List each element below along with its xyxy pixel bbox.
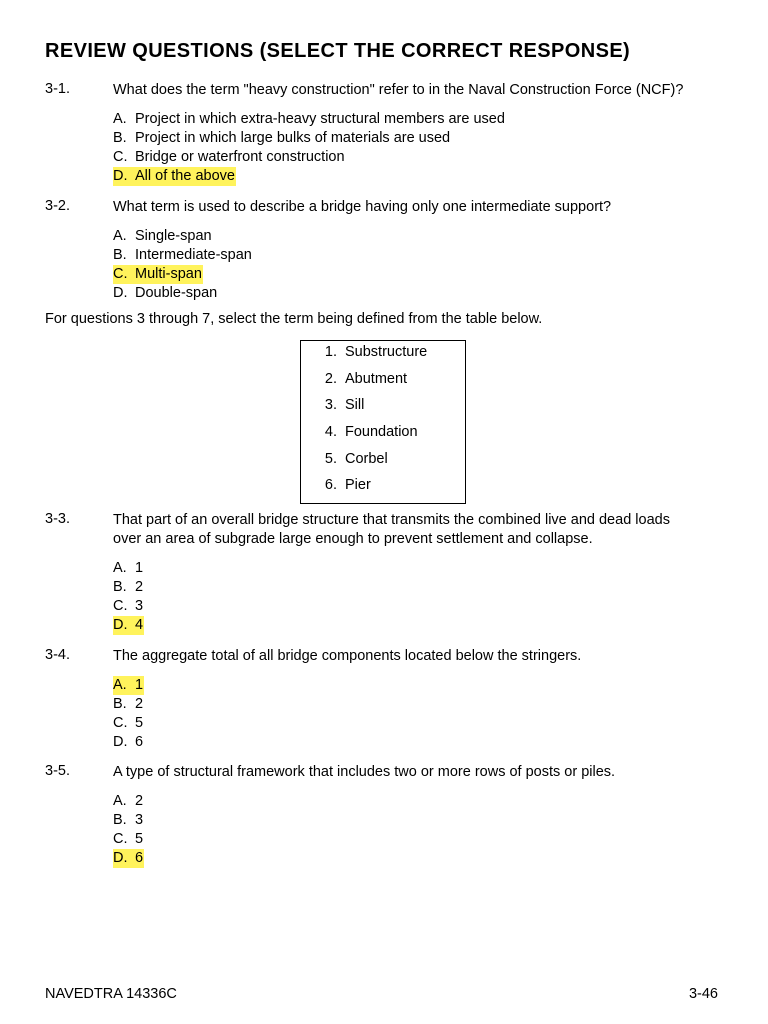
question-number: 3-5. (45, 763, 70, 779)
term-row: 2. Abutment (324, 370, 408, 387)
answer-option-b[interactable]: B. 2 (113, 696, 144, 712)
question-3-3 (45, 511, 725, 635)
term-row: 5. Corbel (324, 450, 388, 467)
page-title: REVIEW QUESTIONS (SELECT THE CORRECT RESPONSE) (45, 40, 631, 62)
answer-options (113, 559, 725, 635)
question-text: What term is used to describe a bridge having only one intermediate support? (113, 199, 612, 215)
question-text: A type of structural framework that includes two or more rows of posts or piles. (113, 764, 616, 780)
answer-option-a[interactable]: A. Single-span (113, 228, 212, 244)
question-number: 3-2. (45, 198, 70, 214)
table-instructions: For questions 3 through 7, select the term being defined from the table below. (45, 311, 543, 327)
answer-option-b[interactable]: B. 3 (113, 812, 144, 828)
answer-option-d[interactable]: D. 4 (113, 617, 144, 633)
answer-option-a[interactable]: A. Project in which extra-heavy structural members are used (113, 111, 505, 127)
question-3-5 (45, 763, 725, 868)
answer-option-d[interactable]: D. All of the above (113, 168, 235, 184)
term-row: 3. Sill (324, 397, 365, 414)
answer-options (113, 227, 725, 303)
question-3-4 (45, 647, 725, 752)
terms-table (300, 340, 466, 504)
question-text: What does the term "heavy construction" refer to in the Naval Construction Force (NCF)? (113, 82, 684, 98)
answer-option-b[interactable]: B. Intermediate-span (113, 247, 252, 263)
answer-options (113, 792, 725, 868)
question-text: That part of an overall bridge structure that transmits the combined live and dead loads over an area of subgrade large enough to prevent settlement and collapse. (113, 512, 670, 547)
answer-option-c[interactable]: C. Multi-span (113, 266, 202, 282)
answer-option-d[interactable]: D. 6 (113, 850, 144, 866)
answer-option-a[interactable]: A. 2 (113, 793, 144, 809)
term-row: 1. Substructure (324, 344, 428, 360)
answer-option-d[interactable]: D. 6 (113, 734, 144, 750)
answer-options (113, 676, 725, 752)
question-text: The aggregate total of all bridge components located below the stringers. (113, 648, 582, 664)
question-number: 3-3. (45, 511, 70, 527)
document-id: NAVEDTRA 14336C (45, 986, 177, 1002)
answer-option-d[interactable]: D. Double-span (113, 285, 218, 301)
question-number: 3-4. (45, 647, 70, 663)
question-3-1 (45, 81, 725, 186)
term-row: 4. Foundation (324, 424, 418, 441)
answer-option-b[interactable]: B. Project in which large bulks of materials are used (113, 130, 451, 146)
answer-option-c[interactable]: C. 5 (113, 715, 144, 731)
page-number: 3-46 (688, 986, 718, 1002)
answer-option-b[interactable]: B. 2 (113, 579, 144, 595)
question-number: 3-1. (45, 81, 70, 97)
question-3-2 (45, 198, 725, 303)
answer-option-c[interactable]: C. Bridge or waterfront construction (113, 149, 345, 165)
answer-option-a[interactable]: A. 1 (113, 560, 144, 576)
answer-option-c[interactable]: C. 3 (113, 598, 144, 614)
answer-options (113, 110, 725, 186)
answer-option-c[interactable]: C. 5 (113, 831, 144, 847)
term-row: 6. Pier (324, 477, 371, 494)
answer-option-a[interactable]: A. 1 (113, 677, 144, 693)
